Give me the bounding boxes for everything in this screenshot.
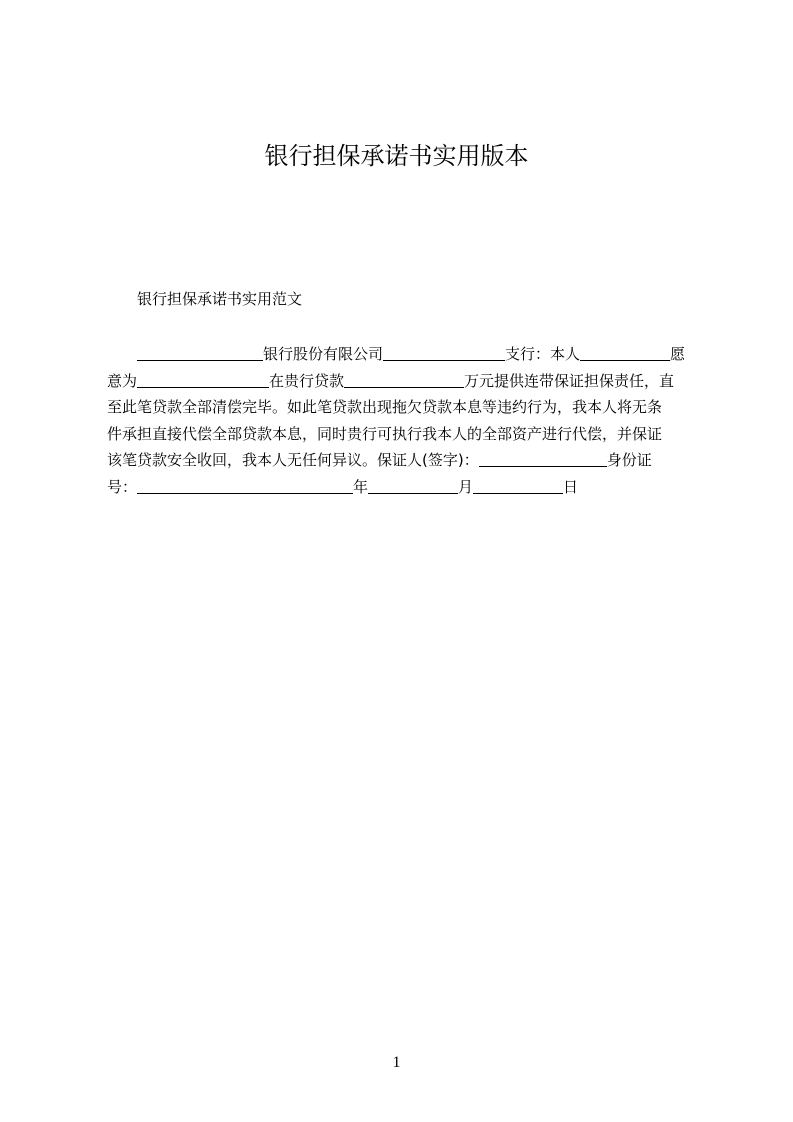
body-text-loan: 在贵行贷款 xyxy=(269,371,345,390)
body-text-liability: 万元提供连带保证担保责任，直 xyxy=(464,371,675,390)
body-text-branch: 支行：本人 xyxy=(505,345,581,363)
body-text-signature: 该笔贷款安全收回，我本人无任何异议。保证人(签字)： xyxy=(107,451,479,469)
guarantee-body xyxy=(107,341,699,500)
body-text-year: 年 xyxy=(353,477,369,496)
body-text-id-number: 号： xyxy=(107,477,138,496)
body-line-2 xyxy=(107,368,699,395)
body-line-4: 件承担直接代偿全部贷款本息，同时贵行可执行我本人的全部资产进行代偿，并保证 xyxy=(107,424,663,443)
guarantor-name-blank xyxy=(580,343,670,361)
loan-amount-blank xyxy=(344,370,464,388)
document-subtitle: 银行担保承诺书实用范文 xyxy=(137,290,303,308)
body-line-1 xyxy=(107,341,699,368)
borrower-name-blank xyxy=(137,370,269,388)
body-text-month: 月 xyxy=(458,477,474,496)
body-line-5 xyxy=(107,447,699,474)
body-text-willing: 愿 xyxy=(670,345,686,363)
signature-blank xyxy=(479,449,607,467)
month-blank xyxy=(368,476,458,494)
body-text-for: 意为 xyxy=(107,371,138,390)
body-text-day: 日 xyxy=(563,477,579,496)
id-number-blank xyxy=(137,476,353,494)
body-line-6 xyxy=(107,474,699,501)
branch-name-blank xyxy=(383,343,505,361)
body-text-id: 身份证 xyxy=(606,451,652,469)
bank-name-blank xyxy=(137,343,263,361)
document-title: 银行担保承诺书实用版本 xyxy=(264,142,529,170)
page-number: 1 xyxy=(392,1054,401,1071)
body-text-bank: 银行股份有限公司 xyxy=(263,345,384,363)
day-blank xyxy=(473,476,563,494)
body-line-3: 至此笔贷款全部清偿完毕。如此笔贷款出现拖欠贷款本息等违约行为，我本人将无条 xyxy=(107,398,663,416)
